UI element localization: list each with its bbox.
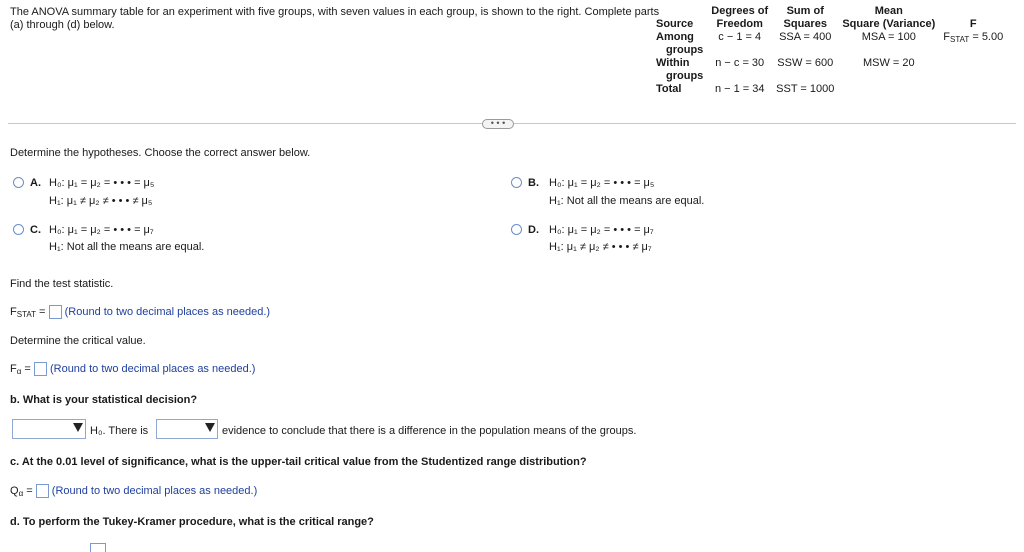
part-d-prompt: d. To perform the Tukey-Kramer procedure, what is the critical range? bbox=[10, 516, 374, 528]
test-stat-label: $F_{STAT}$ = bbox=[10, 305, 46, 319]
part-c-row bbox=[10, 484, 257, 498]
critical-value-row bbox=[10, 362, 255, 376]
part-c-prompt: c. At the 0.01 level of significance, what is the upper-tail critical value from the Studentized range distribution? bbox=[10, 456, 587, 468]
hypotheses-prompt: Determine the hypotheses. Choose the correct answer below. bbox=[10, 147, 311, 159]
row-df: n − c = 30 bbox=[715, 57, 765, 69]
test-stat-input[interactable] bbox=[49, 305, 62, 319]
header-ss: Sum of Squares bbox=[783, 5, 827, 30]
critical-value-input[interactable] bbox=[34, 362, 47, 376]
option-b-h0: H₀: μ₁ = μ₂ = • • • = μ₅ bbox=[549, 177, 655, 189]
header-f: F bbox=[969, 18, 977, 30]
part-b-mid-text: H₀. There is bbox=[90, 425, 149, 437]
option-a-h0: H₀: μ₁ = μ₂ = • • • = μ₅ bbox=[49, 177, 155, 189]
row-f bbox=[939, 83, 1007, 96]
table-row bbox=[652, 57, 1007, 83]
q-alpha-hint: (Round to two decimal places as needed.) bbox=[51, 484, 258, 497]
test-stat-prompt: Find the test statistic. bbox=[10, 278, 114, 290]
q-alpha-label: $Q_\alpha$ = bbox=[10, 484, 33, 498]
part-b-prompt: b. What is your statistical decision? bbox=[10, 394, 198, 406]
header-source: Source bbox=[656, 18, 694, 30]
option-b-letter: B. bbox=[528, 177, 539, 189]
row-df: c − 1 = 4 bbox=[718, 31, 762, 43]
table-row bbox=[652, 83, 1007, 96]
test-stat-row bbox=[10, 305, 270, 319]
option-a-letter: A. bbox=[30, 177, 41, 189]
row-source: Among groups bbox=[656, 31, 704, 56]
evidence-select-arrow[interactable] bbox=[203, 420, 217, 438]
critical-value-hint: (Round to two decimal places as needed.) bbox=[49, 362, 256, 375]
row-ms: MSW = 20 bbox=[862, 57, 915, 69]
option-d-radio[interactable] bbox=[511, 224, 522, 235]
option-c-h0: H₀: μ₁ = μ₂ = • • • = μ₇ bbox=[49, 224, 154, 236]
anova-table bbox=[652, 5, 1007, 96]
row-ss: SST = 1000 bbox=[776, 83, 835, 95]
q-alpha-input[interactable] bbox=[36, 484, 49, 498]
anova-header-row bbox=[652, 5, 1007, 31]
row-f bbox=[939, 57, 1007, 83]
row-ms bbox=[838, 83, 939, 96]
row-ss: SSA = 400 bbox=[779, 31, 832, 43]
table-row bbox=[652, 31, 1007, 57]
header-ms: Mean Square (Variance) bbox=[842, 5, 936, 30]
option-b-radio[interactable] bbox=[511, 177, 522, 188]
row-ms: MSA = 100 bbox=[861, 31, 916, 43]
option-a-radio[interactable] bbox=[13, 177, 24, 188]
option-d-h0: H₀: μ₁ = μ₂ = • • • = μ₇ bbox=[549, 224, 654, 236]
chevron-down-icon bbox=[73, 423, 83, 432]
evidence-select[interactable] bbox=[156, 419, 218, 439]
problem-intro: The ANOVA summary table for an experiment with five groups, with seven values in each group, is shown to the right. Complete parts (a) through (d) below. bbox=[10, 6, 660, 31]
option-c-h1: H₁: Not all the means are equal. bbox=[49, 241, 205, 253]
option-b-h1: H₁: Not all the means are equal. bbox=[549, 195, 705, 207]
option-a-h1: H₁: μ₁ ≠ μ₂ ≠ • • • ≠ μ₅ bbox=[49, 195, 153, 207]
row-f: $F_{STAT} = 5.00$ bbox=[943, 31, 1004, 44]
test-stat-hint: (Round to two decimal places as needed.) bbox=[64, 305, 271, 318]
chevron-down-icon bbox=[205, 423, 215, 432]
option-d-letter: D. bbox=[528, 224, 539, 236]
option-c-letter: C. bbox=[30, 224, 41, 236]
part-b-end-text: evidence to conclude that there is a difference in the population means of the groups. bbox=[222, 425, 637, 437]
row-df: n − 1 = 34 bbox=[714, 83, 765, 95]
decision-select-arrow[interactable] bbox=[71, 420, 85, 438]
row-source: Within groups bbox=[656, 57, 704, 82]
critical-value-label: $F_\alpha$ = bbox=[10, 362, 31, 376]
row-source: Total bbox=[656, 83, 682, 95]
header-df: Degrees of Freedom bbox=[711, 5, 769, 30]
option-c-radio[interactable] bbox=[13, 224, 24, 235]
expand-handle[interactable]: • • • bbox=[482, 119, 514, 129]
option-d-h1: H₁: μ₁ ≠ μ₂ ≠ • • • ≠ μ₇ bbox=[549, 241, 652, 253]
decision-select[interactable] bbox=[12, 419, 86, 439]
critical-value-prompt: Determine the critical value. bbox=[10, 335, 146, 347]
row-ss: SSW = 600 bbox=[777, 57, 834, 69]
